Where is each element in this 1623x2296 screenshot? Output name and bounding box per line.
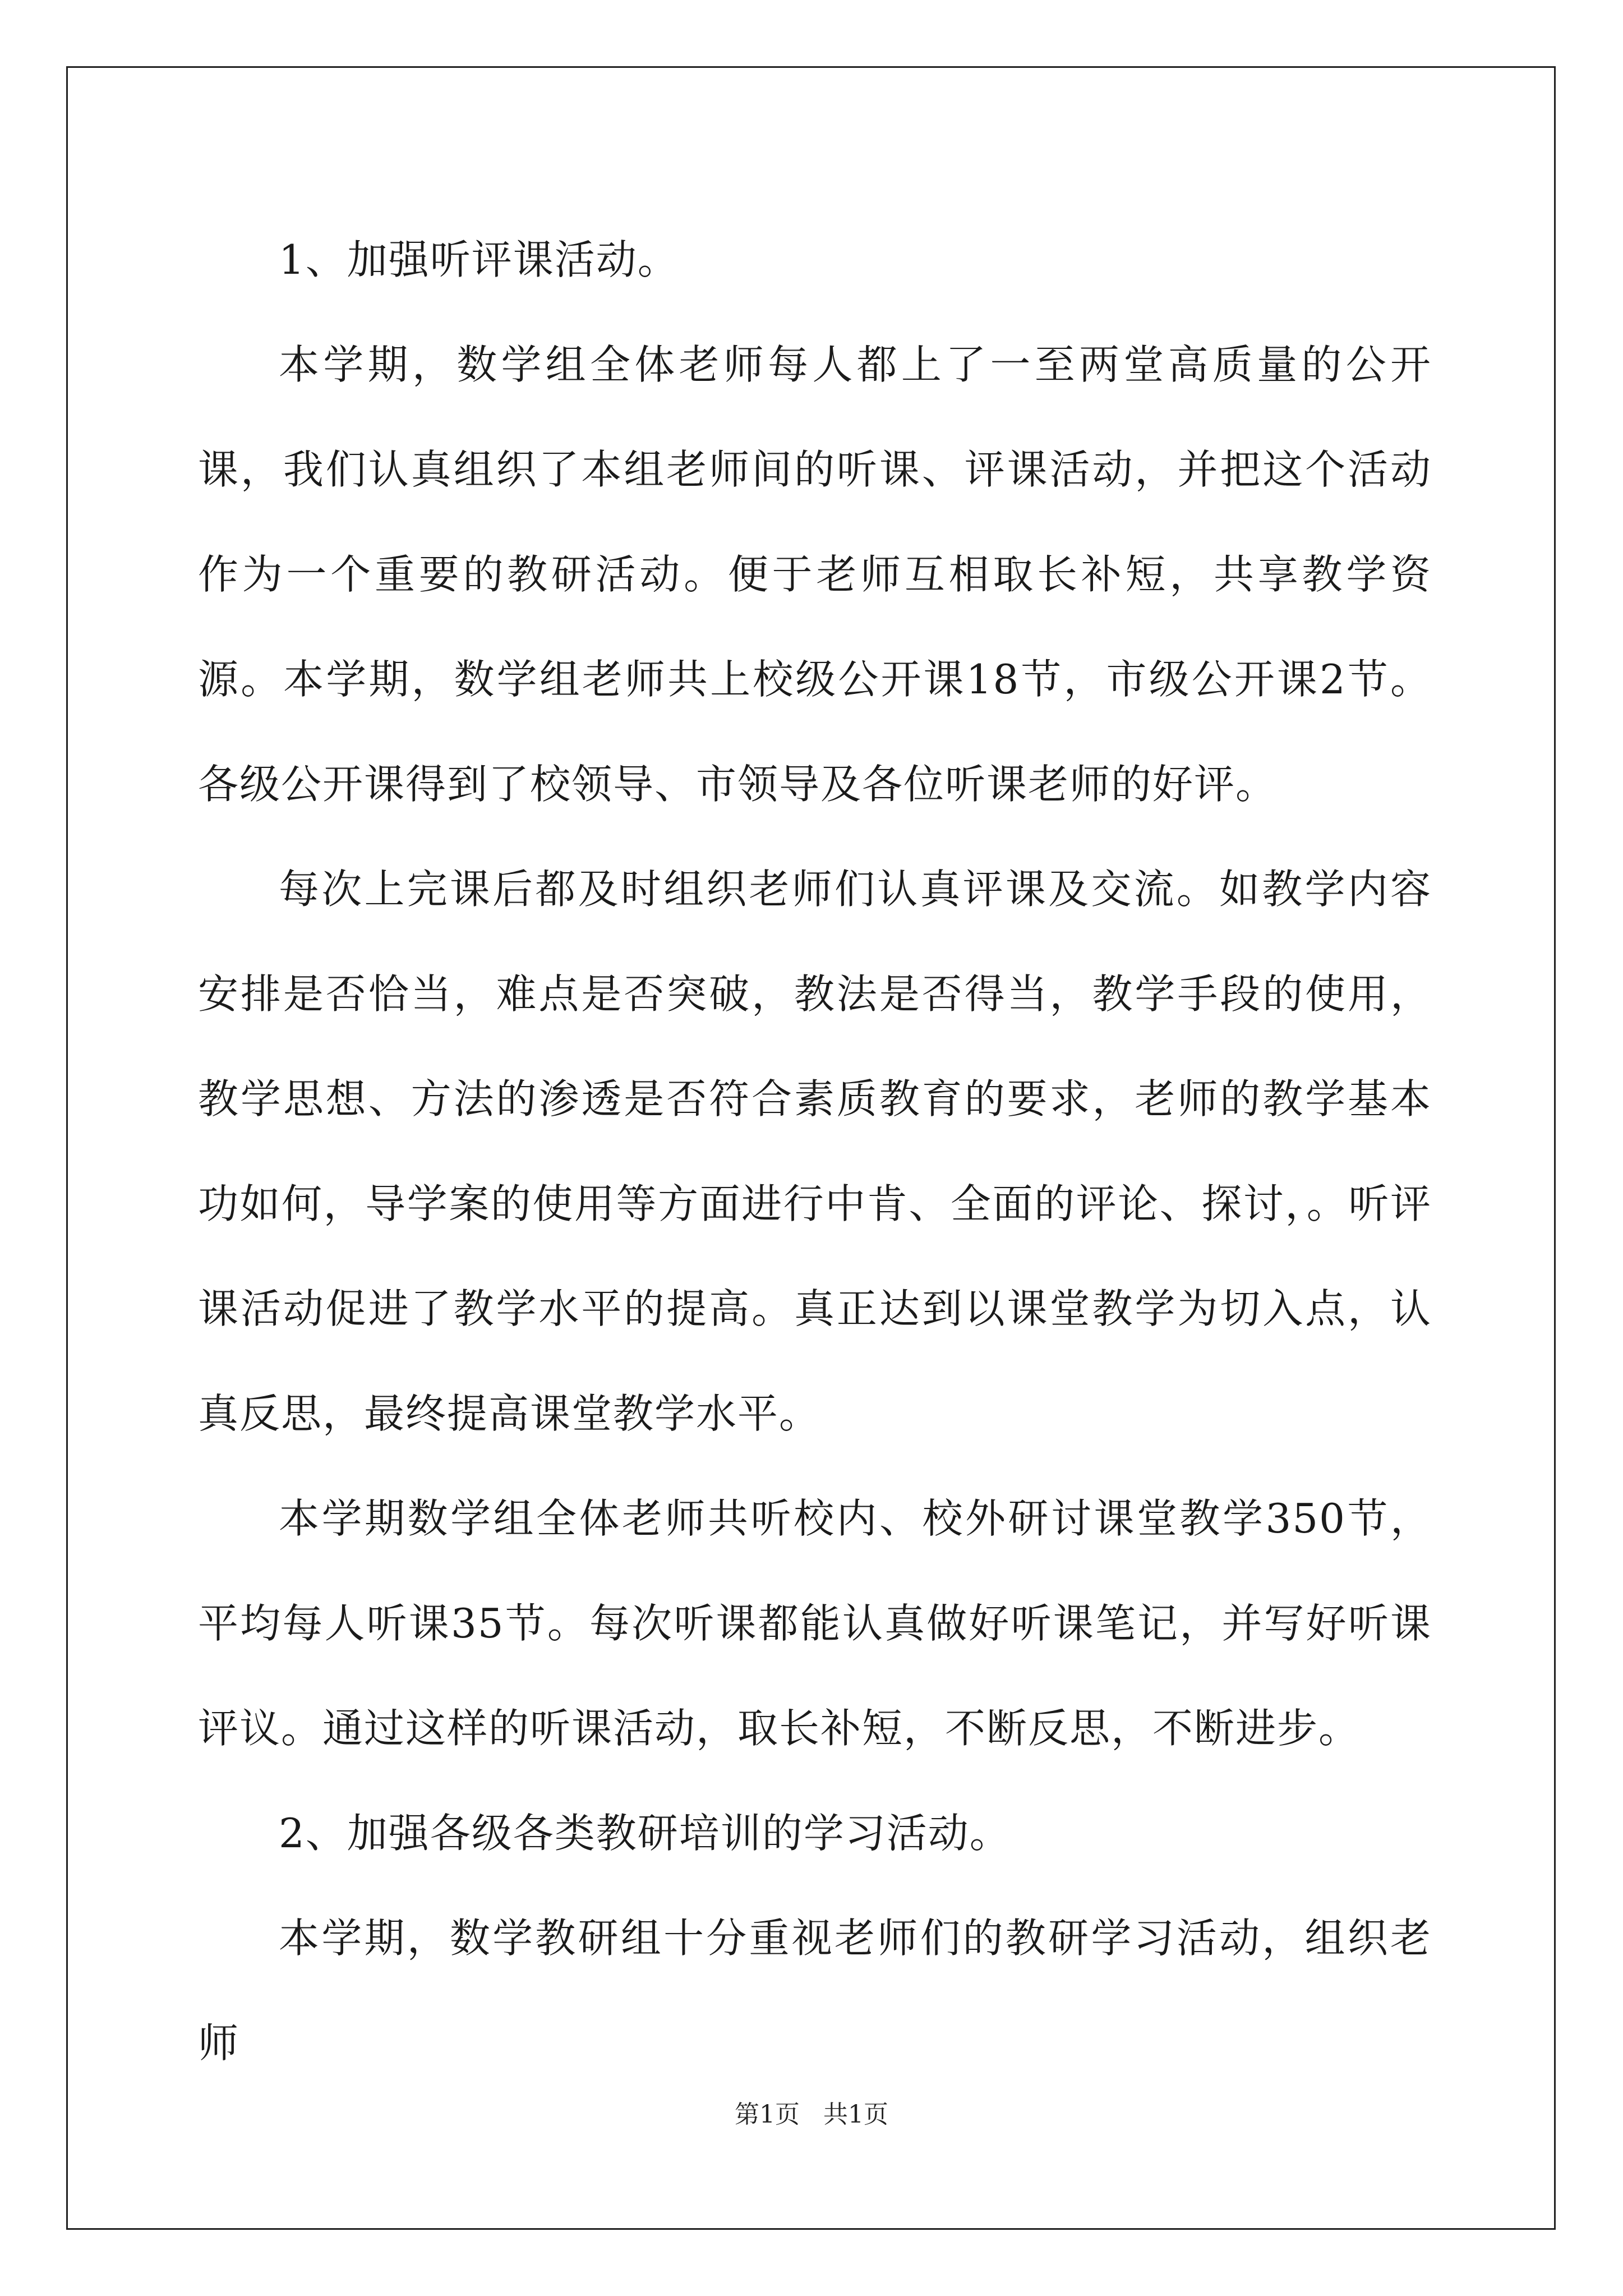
paragraph-heading-1: 1、加强听评课活动。 [279, 236, 679, 283]
paragraph-heading-2: 2、加强各级各类教研培训的学习活动。 [279, 1810, 1011, 1857]
paragraph-3: 每次上完课后都及时组织老师们认真评课及交流。如教学内容安排是否恰当，难点是否突破，教法是否得当，教学手段的使用，教学思想、方法的渗透是否符合素质教育的要求，老师的教学基本功如何，导学案的使用等方面进行中肯、全面的评论、探讨，。听评课活动促进了教学水平的提高。真正达到以课堂教学为切入点，认真反思，最终提高课堂教学水平。 [198, 866, 1432, 1437]
paragraph-6: 本学期，数学教研组十分重视老师们的教研学习活动，组织老师 [198, 1915, 1432, 2067]
page-footer [0, 2098, 1623, 2132]
page-total: 共1页 [823, 2100, 888, 2129]
paragraph-4: 本学期数学组全体老师共听校内、校外研讨课堂教学350节，平均每人听课35节。每次听课都能认真做好听课笔记，并写好听课评议。通过这样的听课活动，取长补短，不断反思，不断进步。 [198, 1495, 1432, 1752]
page-number: 第1页 [735, 2100, 800, 2129]
paragraph-2: 本学期，数学组全体老师每人都上了一至两堂高质量的公开课，我们认真组织了本组老师间的听课、评课活动，并把这个活动作为一个重要的教研活动。便于老师互相取长补短，共享教学资源。本学期，数学组老师共上校级公开课18节，市级公开课2节。各级公开课得到了校领导、市领导及各位听课老师的好评。 [198, 341, 1432, 808]
document-body [198, 208, 1432, 2096]
